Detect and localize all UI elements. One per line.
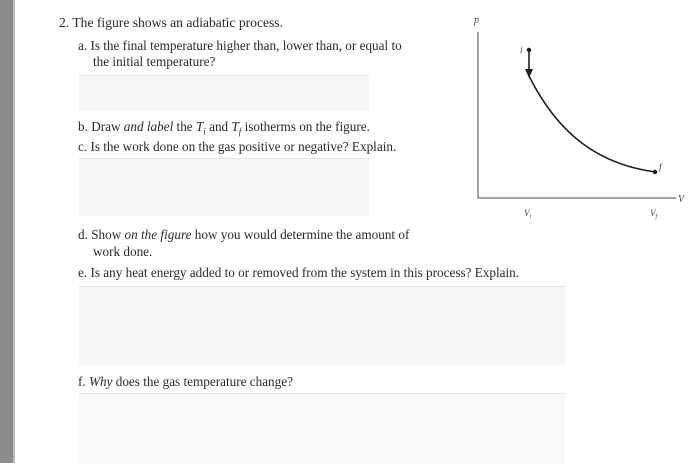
question-stem-text: The figure shows an adiabatic process.	[72, 15, 283, 30]
part-f-emphasis: Why	[89, 374, 113, 389]
part-f-text: f. Why does the gas temperature change?	[78, 374, 293, 389]
pv-diagram	[468, 14, 690, 230]
part-d-line-2: work done.	[93, 244, 153, 259]
left-margin-bar	[0, 0, 13, 463]
final-point-marker	[653, 170, 657, 174]
part-c-answer-box[interactable]	[79, 158, 369, 216]
part-e-text: e. Is any heat energy added to or removed from the system in this process? Explain.	[78, 265, 520, 280]
part-f-answer-box[interactable]	[79, 393, 565, 464]
vf-tick-label: $V_f$	[650, 208, 658, 220]
part-a-line-1: a. Is the final temperature higher than, lower than, or equal to	[78, 38, 402, 53]
adiabatic-curve	[529, 76, 655, 172]
pressure-axis-label: p	[474, 15, 479, 26]
part-a-line-2: the initial temperature?	[93, 54, 216, 69]
initial-point-label: i	[520, 45, 523, 55]
part-a-answer-box[interactable]	[79, 75, 369, 111]
question-number: 2.	[59, 15, 70, 30]
part-e-answer-box[interactable]	[79, 286, 565, 365]
question-stem	[59, 14, 283, 31]
part-b-emphasis: and label	[123, 119, 174, 134]
part-d-emphasis: on the figure	[124, 227, 192, 242]
part-d-line-1: d. Show on the figure how you would determine the amount of	[78, 227, 410, 242]
tf-symbol: $T_f$	[231, 119, 242, 137]
part-b-text: b. Draw and label the $T_i$ and $T_f$ isotherms on the figure.	[78, 119, 370, 137]
final-point-label: f	[659, 162, 662, 172]
volume-axis-label: V	[678, 194, 685, 205]
part-c-text: c. Is the work done on the gas positive or negative? Explain.	[78, 139, 397, 154]
vi-tick-label: $V_i$	[524, 208, 532, 220]
ti-symbol: $T_i$	[195, 119, 206, 137]
